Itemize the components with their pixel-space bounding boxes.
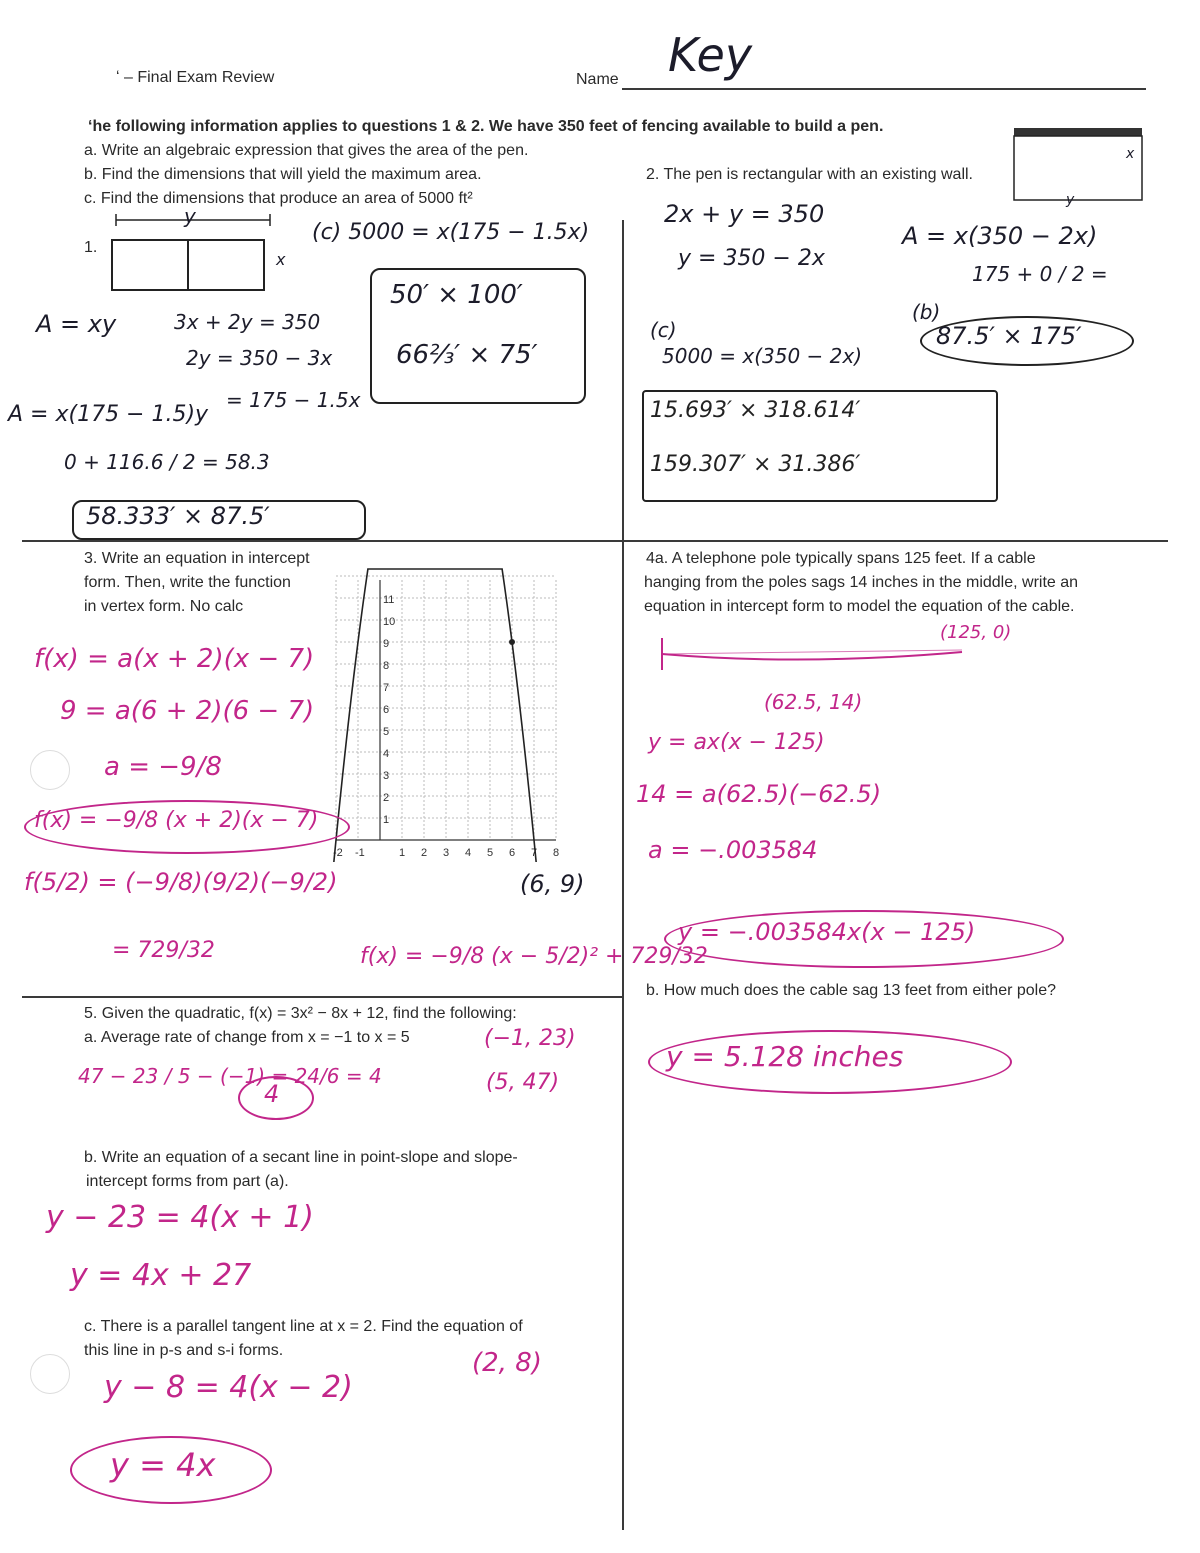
q3-y-tick: 2 <box>383 792 390 804</box>
punch-hole <box>30 750 70 790</box>
q2-prompt: 2. The pen is rectangular with an existing wall. <box>646 166 973 183</box>
q5-average-calc: 47 − 23 / 5 − (−1) = 24/6 = 4 <box>78 1064 382 1088</box>
q4-substitution: 14 = a(62.5)(−62.5) <box>636 780 882 808</box>
intro-part-b: b. Find the dimensions that will yield the maximum area. <box>84 166 482 183</box>
q2-eq2: y = 350 − 2x <box>678 246 825 271</box>
q1-pen-diagram <box>110 206 300 296</box>
q3-y-tick: 3 <box>383 770 390 782</box>
intro-part-a: a. Write an algebraic expression that gives the area of the pen. <box>84 142 529 159</box>
punch-hole <box>30 1354 70 1394</box>
q3-vertex-value: = 729/32 <box>112 938 215 963</box>
vertical-divider <box>622 220 624 1530</box>
q2-work-c: 5000 = x(350 − 2x) <box>662 344 863 368</box>
q3-y-tick: 10 <box>383 616 396 628</box>
q2-wall-y: y <box>1066 192 1075 208</box>
q5-tangent-si: y = 4x <box>110 1446 216 1484</box>
q2-vertex: 175 + 0 / 2 = <box>972 262 1108 286</box>
q3-x-tick: 5 <box>487 847 494 859</box>
q1-area-expr: A = xy <box>36 310 117 338</box>
q1-answer-c2: 66⅔′ × 75′ <box>396 340 538 370</box>
intro-part-c: c. Find the dimensions that produce an area of 5000 ft² <box>84 190 473 207</box>
q5-part-a-prompt: a. Average rate of change from x = −1 to x = 5 <box>84 1029 410 1046</box>
q3-step2: 9 = a(6 + 2)(6 − 7) <box>60 696 315 726</box>
q4-cable-sketch <box>652 630 982 680</box>
q5-prompt: 5. Given the quadratic, f(x) = 3x² − 8x + 12, find the following: <box>84 1005 517 1022</box>
q3-vertex-form: f(x) = −9/8 (x − 5/2)² + 729/32 <box>360 944 708 969</box>
q5-part-c-line2: this line in p-s and s-i forms. <box>84 1342 284 1359</box>
q1-work-c: (c) 5000 = x(175 − 1.5x) <box>312 220 590 245</box>
q3-x-tick: 4 <box>465 847 472 859</box>
q1-diagram-x: x <box>276 250 286 269</box>
q2-eq1: 2x + y = 350 <box>664 200 825 228</box>
q2-answer-c1: 15.693′ × 318.614′ <box>650 398 861 423</box>
q1-perimeter: 3x + 2y = 350 <box>174 310 321 334</box>
q4-part-b-answer: y = 5.128 inches <box>666 1040 904 1073</box>
q4-equation: y = ax(x − 125) <box>648 730 825 755</box>
q3-prompt-line1: 3. Write an equation in intercept <box>84 550 310 567</box>
q1-solve-y2: = 175 − 1.5x <box>226 388 361 412</box>
q1-answer-c1: 50′ × 100′ <box>390 280 523 310</box>
q3-step3: a = −9/8 <box>104 752 222 782</box>
q2-answer-b: 87.5′ × 175′ <box>936 322 1082 350</box>
q5-part-b-line1: b. Write an equation of a secant line in point-slope and slope- <box>84 1149 518 1166</box>
q3-answer: f(x) = −9/8 (x + 2)(x − 7) <box>34 808 319 833</box>
q4-prompt-line2: hanging from the poles sags 14 inches in the middle, write an <box>644 574 1079 591</box>
q3-parabola-curve <box>332 569 538 862</box>
q4-prompt-line3: equation in intercept form to model the equation of the cable. <box>644 598 1075 615</box>
q3-y-tick: 5 <box>383 726 390 738</box>
q1-solve-y: 2y = 350 − 3x <box>186 346 333 370</box>
horizontal-divider-1 <box>22 540 1168 542</box>
q3-y-tick: 4 <box>383 748 390 760</box>
horizontal-divider-2 <box>22 996 622 998</box>
intro-line: ʻhe following information applies to questions 1 & 2. We have 350 feet of fencing available to build a pen. <box>88 118 884 135</box>
q5-tangent-point: (2, 8) <box>472 1348 542 1378</box>
q4-a-value: a = −.003584 <box>648 836 818 864</box>
q3-x-tick: 6 <box>509 847 516 859</box>
q4-part-b-prompt: b. How much does the cable sag 13 feet from either pole? <box>646 982 1057 999</box>
q2-wall-diagram <box>1012 124 1148 214</box>
q2-answer-c2: 159.307′ × 31.386′ <box>650 452 861 477</box>
q1-diagram-y: y <box>184 204 196 228</box>
q3-step1: f(x) = a(x + 2)(x − 7) <box>34 644 315 674</box>
name-label: Name <box>576 71 619 88</box>
q3-y-tick: 11 <box>383 594 395 606</box>
q2-answer-b-label: (b) <box>912 300 941 324</box>
q5-tangent-ps: y − 8 = 4(x − 2) <box>104 1370 353 1405</box>
q5-point-1: (−1, 23) <box>484 1026 576 1051</box>
q3-y-tick: 9 <box>383 638 390 650</box>
q5-slope-intercept: y = 4x + 27 <box>70 1258 252 1293</box>
q3-prompt-line3: in vertex form. No calc <box>84 598 244 615</box>
q3-parabola-graph <box>332 562 582 862</box>
q1-vertex-calc: 0 + 116.6 / 2 = 58.3 <box>64 450 270 474</box>
q1-area-sub: A = x(175 − 1.5)y <box>8 402 209 427</box>
q2-area: A = x(350 − 2x) <box>902 222 1098 250</box>
q3-x-tick: -1 <box>355 847 365 859</box>
q3-prompt-line2: form. Then, write the function <box>84 574 291 591</box>
q4-point-mid: (62.5, 14) <box>764 690 863 714</box>
q4-point-end: (125, 0) <box>940 622 1012 643</box>
document-title: ʻ – Final Exam Review <box>116 69 275 86</box>
q1-number: 1. <box>84 239 98 256</box>
q2-work-c-label: (c) <box>650 318 677 342</box>
q3-x-tick: 7 <box>531 847 538 859</box>
q3-y-tick: 6 <box>383 704 390 716</box>
q4-answer: y = −.003584x(x − 125) <box>678 918 976 946</box>
name-value: Key <box>668 28 753 82</box>
q3-y-tick: 7 <box>383 682 390 694</box>
q5-point-slope: y − 23 = 4(x + 1) <box>46 1200 314 1235</box>
q3-point: (6, 9) <box>520 870 585 898</box>
q5-part-b-line2: intercept forms from part (a). <box>86 1173 289 1190</box>
q1-answer-b: 58.333′ × 87.5′ <box>86 502 270 530</box>
q3-x-tick: 1 <box>399 847 406 859</box>
q4-prompt-line1: 4a. A telephone pole typically spans 125 feet. If a cable <box>646 550 1036 567</box>
q5-part-c-line1: c. There is a parallel tangent line at x = 2. Find the equation of <box>84 1318 523 1335</box>
q3-y-tick: 1 <box>383 814 390 826</box>
q3-x-tick: 3 <box>443 847 450 859</box>
q3-point-marker <box>509 639 515 645</box>
q3-x-tick: 2 <box>421 847 428 859</box>
q3-x-tick: 8 <box>553 847 560 859</box>
name-underline <box>622 88 1146 90</box>
q2-wall-x: x <box>1126 146 1135 162</box>
q5-point-2: (5, 47) <box>486 1070 560 1095</box>
q3-x-tick: -2 <box>333 847 343 859</box>
q5-answer-a: 4 <box>264 1080 280 1108</box>
q3-vertex-eval: f(5/2) = (−9/8)(9/2)(−9/2) <box>24 868 338 896</box>
q3-y-tick: 8 <box>383 660 390 672</box>
